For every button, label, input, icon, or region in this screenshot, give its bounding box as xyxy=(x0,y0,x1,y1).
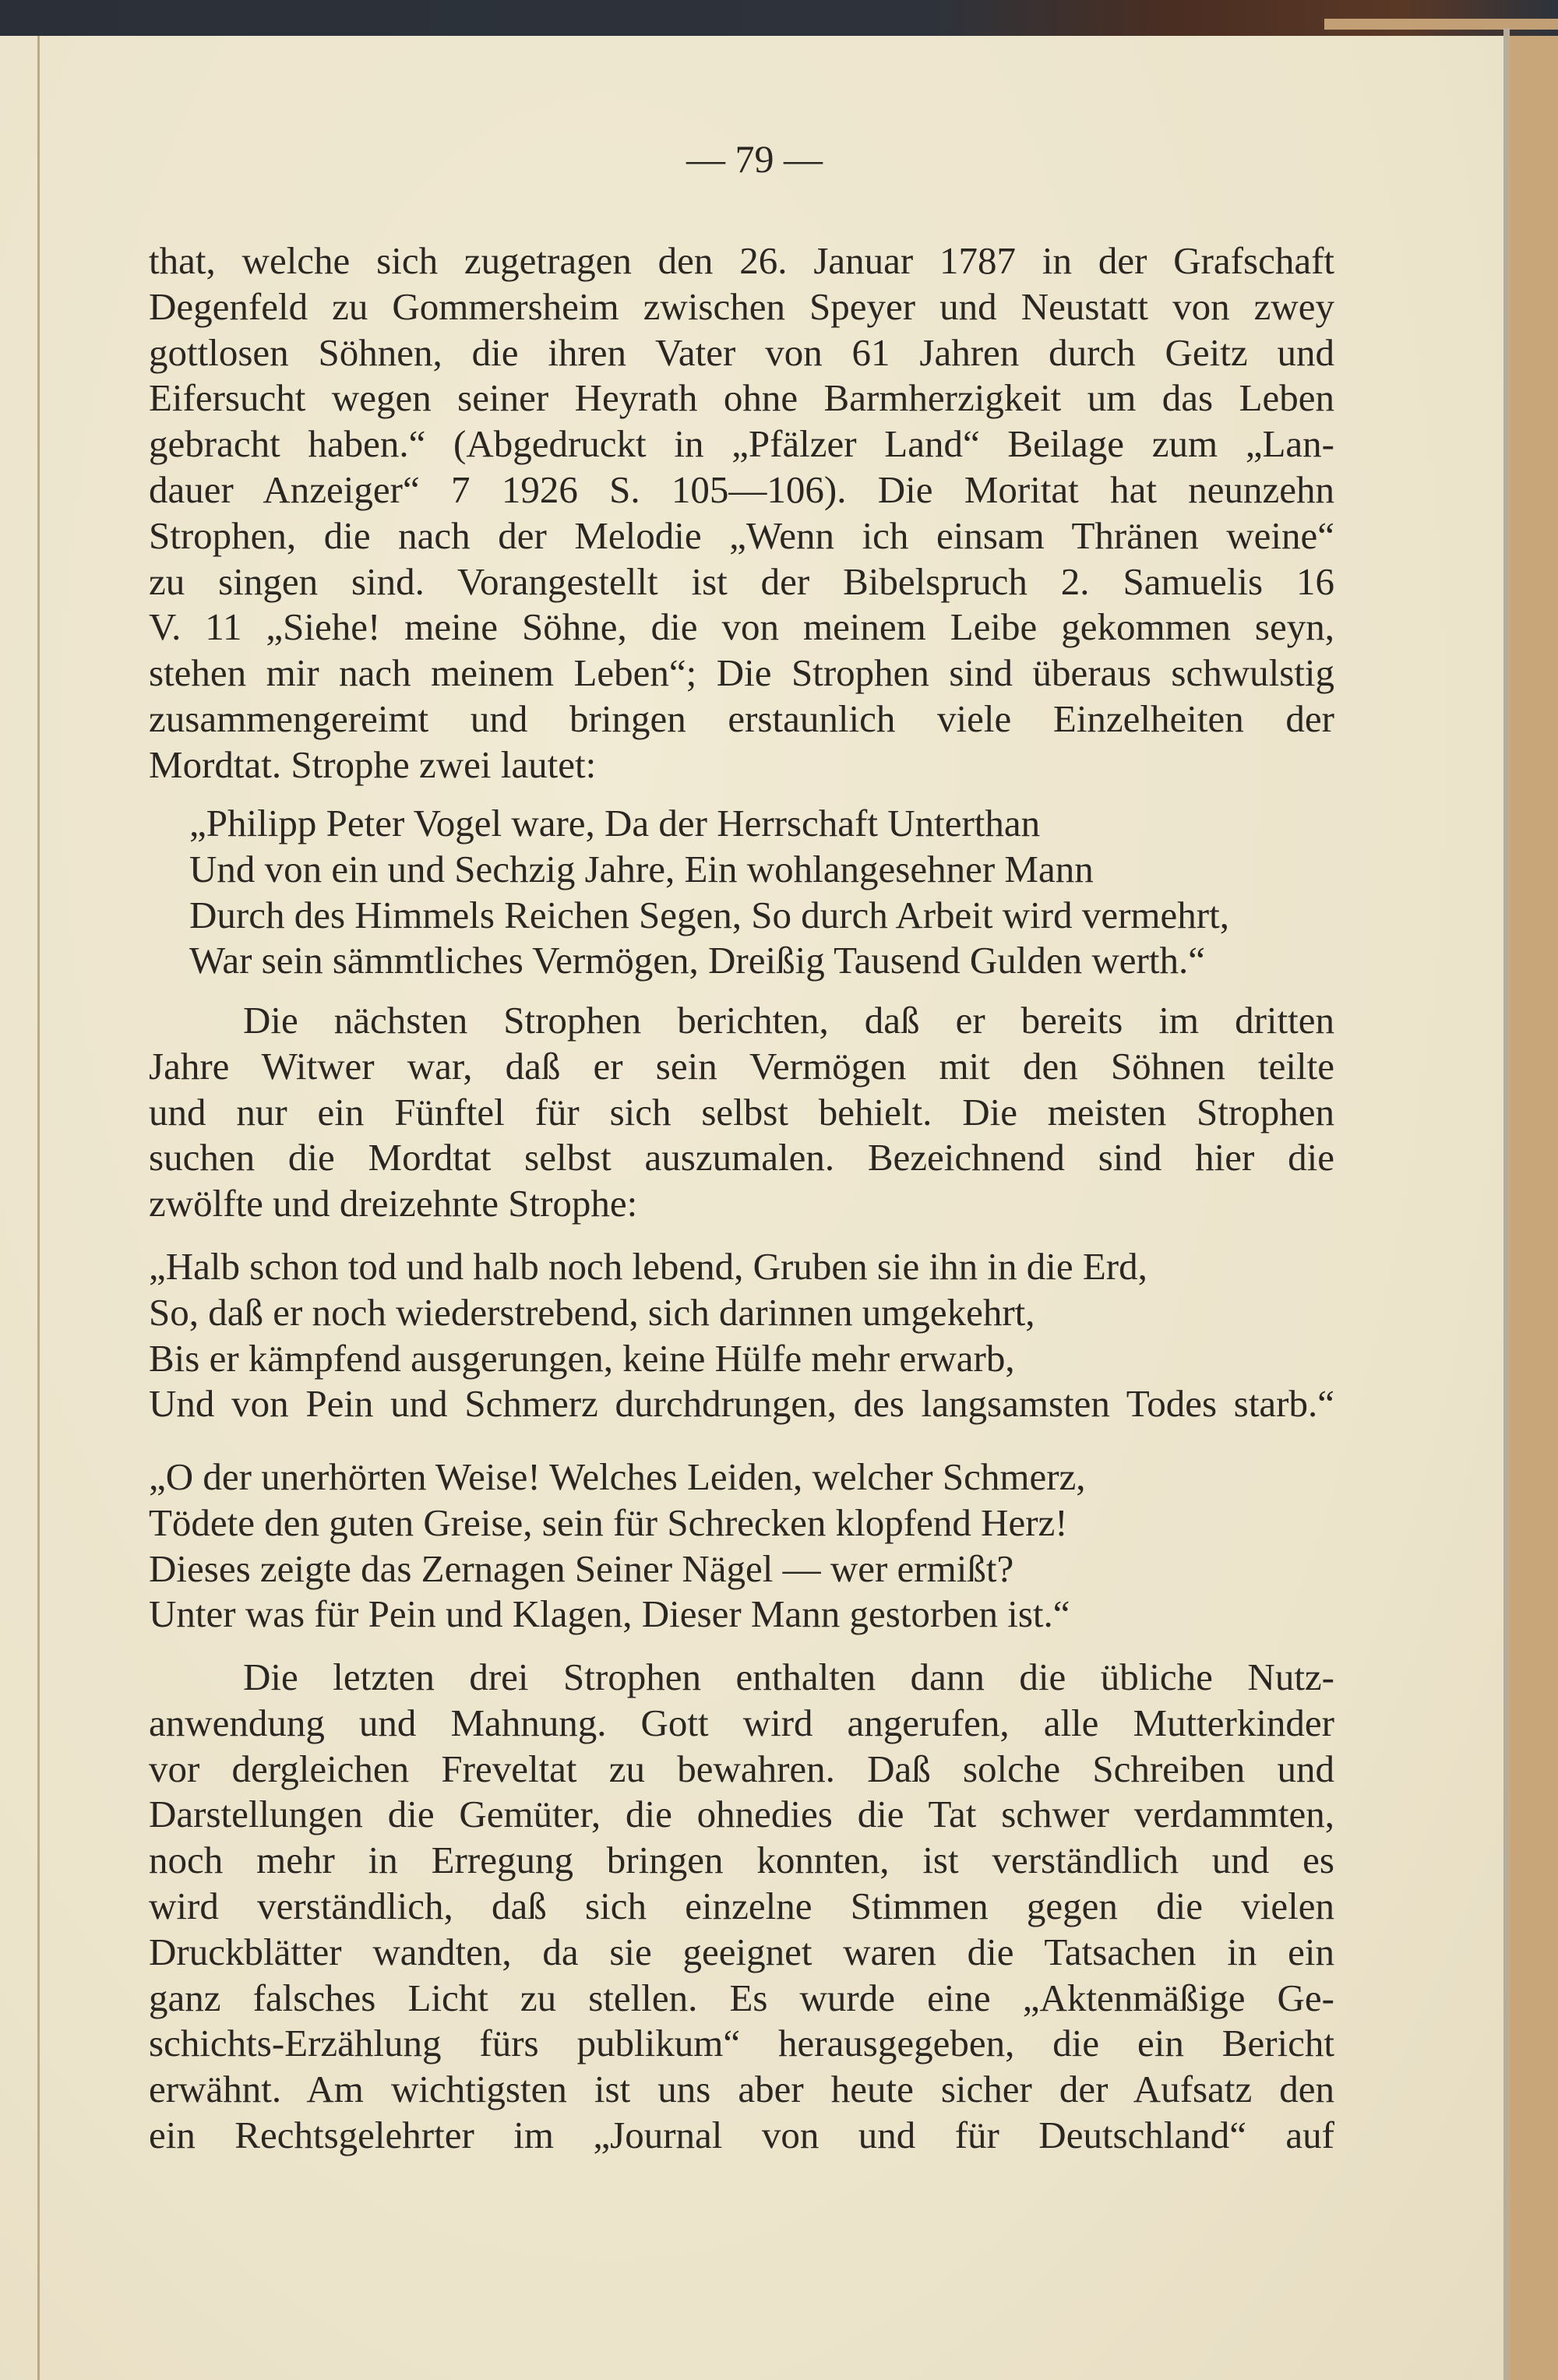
verse-line: Tödete den guten Greise, sein für Schrecken klopfend Herz! xyxy=(149,1500,1068,1544)
paragraph xyxy=(149,998,1334,1227)
text-line: zwölfte und dreizehnte Strophe: xyxy=(149,1182,638,1225)
text-line: zusammengereimt und bringen erstaunlich viele Einzelheiten der xyxy=(149,696,1334,740)
text-line: dauer Anzeiger“ 7 1926 S. 105—106). Die Moritat hat neunzehn xyxy=(149,467,1334,511)
text-line: Druckblätter wandten, da sie geeignet waren die Tatsachen in ein xyxy=(149,1930,1334,1973)
verse-line: „Halb schon tod und halb noch lebend, Gruben sie ihn in die Erd, xyxy=(149,1245,1147,1288)
text-line: Die letzten drei Strophen enthalten dann die übliche Nutz- xyxy=(243,1655,1334,1698)
paragraph xyxy=(149,1655,1334,2159)
verse-line: Durch des Himmels Reichen Segen, So durch Arbeit wird vermehrt, xyxy=(189,893,1229,936)
text-line: Mordtat. Strophe zwei lautet: xyxy=(149,742,597,786)
text-line: ganz falsches Licht zu stellen. Es wurde eine „Aktenmäßige Ge- xyxy=(149,1976,1334,2019)
verse-line: Und von ein und Sechzig Jahre, Ein wohlangesehner Mann xyxy=(189,847,1094,890)
text-line: und nur ein Fünftel für sich selbst behielt. Die meisten Strophen xyxy=(149,1090,1334,1134)
verse-block xyxy=(149,1454,1334,1638)
text-line: Strophen, die nach der Melodie „Wenn ich einsam Thränen weine“ xyxy=(149,513,1334,557)
text-line: Darstellungen die Gemüter, die ohnedies die Tat schwer verdammten, xyxy=(149,1793,1334,1836)
text-line: suchen die Mordtat selbst auszumalen. Bezeichnend sind hier die xyxy=(149,1136,1334,1179)
page-number: — 79 — xyxy=(686,137,823,181)
text-line: Eifersucht wegen seiner Heyrath ohne Barmherzigkeit um das Leben xyxy=(149,376,1334,420)
text-line: wird verständlich, daß sich einzelne Stimmen gegen die vielen xyxy=(149,1884,1334,1927)
text-line: stehen mir nach meinem Leben“; Die Strophen sind überaus schwulstig xyxy=(149,651,1334,695)
text-line: noch mehr in Erregung bringen konnten, ist verständlich und es xyxy=(149,1839,1334,1882)
binding-fold xyxy=(37,36,40,2380)
verse-line: „Philipp Peter Vogel ware, Da der Herrschaft Unterthan xyxy=(189,802,1041,844)
text-line: zu singen sind. Vorangestellt ist der Bibelspruch 2. Samuelis 16 xyxy=(149,559,1334,603)
verse-block xyxy=(149,1244,1334,1427)
paragraph xyxy=(149,238,1334,788)
text-line: Jahre Witwer war, daß er sein Vermögen mit den Söhnen teilte xyxy=(149,1044,1334,1088)
text-line: that, welche sich zugetragen den 26. Januar 1787 in der Grafschaft xyxy=(149,239,1334,282)
page-edge xyxy=(1503,28,1510,2380)
text-line: V. 11 „Siehe! meine Söhne, die von meinem Leibe gekommen seyn, xyxy=(149,605,1334,649)
text-line: Degenfeld zu Gommersheim zwischen Speyer und Neustatt von zwey xyxy=(149,284,1334,328)
verse-line: Dieses zeigte das Zernagen Seiner Nägel — wer ermißt? xyxy=(149,1546,1014,1590)
text-line: anwendung und Mahnung. Gott wird angerufen, alle Mutterkinder xyxy=(149,1701,1334,1744)
text-line: Die nächsten Strophen berichten, daß er bereits im dritten xyxy=(243,999,1334,1042)
verse-line: So, daß er noch wiederstrebend, sich darinnen umgekehrt, xyxy=(149,1290,1035,1334)
text-line: gebracht haben.“ (Abgedruckt in „Pfälzer Land“ Beilage zum „Lan- xyxy=(149,422,1334,466)
verse-line: Und von Pein und Schmerz durchdrungen, des langsamsten Todes starb.“ xyxy=(149,1382,1334,1426)
verse-line: War sein sämmtliches Vermögen, Dreißig Tausend Gulden werth.“ xyxy=(189,939,1205,982)
verse-line: Unter was für Pein und Klagen, Dieser Mann gestorben ist.“ xyxy=(149,1592,1070,1636)
verse-line: „O der unerhörten Weise! Welches Leiden, welcher Schmerz, xyxy=(149,1455,1086,1498)
text-line: vor dergleichen Freveltat zu bewahren. Daß solche Schreiben und xyxy=(149,1747,1334,1790)
text-line: erwähnt. Am wichtigsten ist uns aber heute sicher der Aufsatz den xyxy=(149,2068,1334,2111)
verse-line: Bis er kämpfend ausgerungen, keine Hülfe mehr erwarb, xyxy=(149,1336,1015,1380)
book-cover-edge xyxy=(0,0,1558,36)
text-line: ein Rechtsgelehrter im „Journal von und für Deutschland“ auf xyxy=(149,2113,1334,2156)
endpaper-edge xyxy=(1324,19,1558,30)
text-line: schichts-Erzählung fürs publikum“ herausgegeben, die ein Bericht xyxy=(149,2022,1334,2065)
text-line: gottlosen Söhnen, die ihren Vater von 61 Jahren durch Geitz und xyxy=(149,330,1334,374)
verse-block xyxy=(189,801,1334,984)
